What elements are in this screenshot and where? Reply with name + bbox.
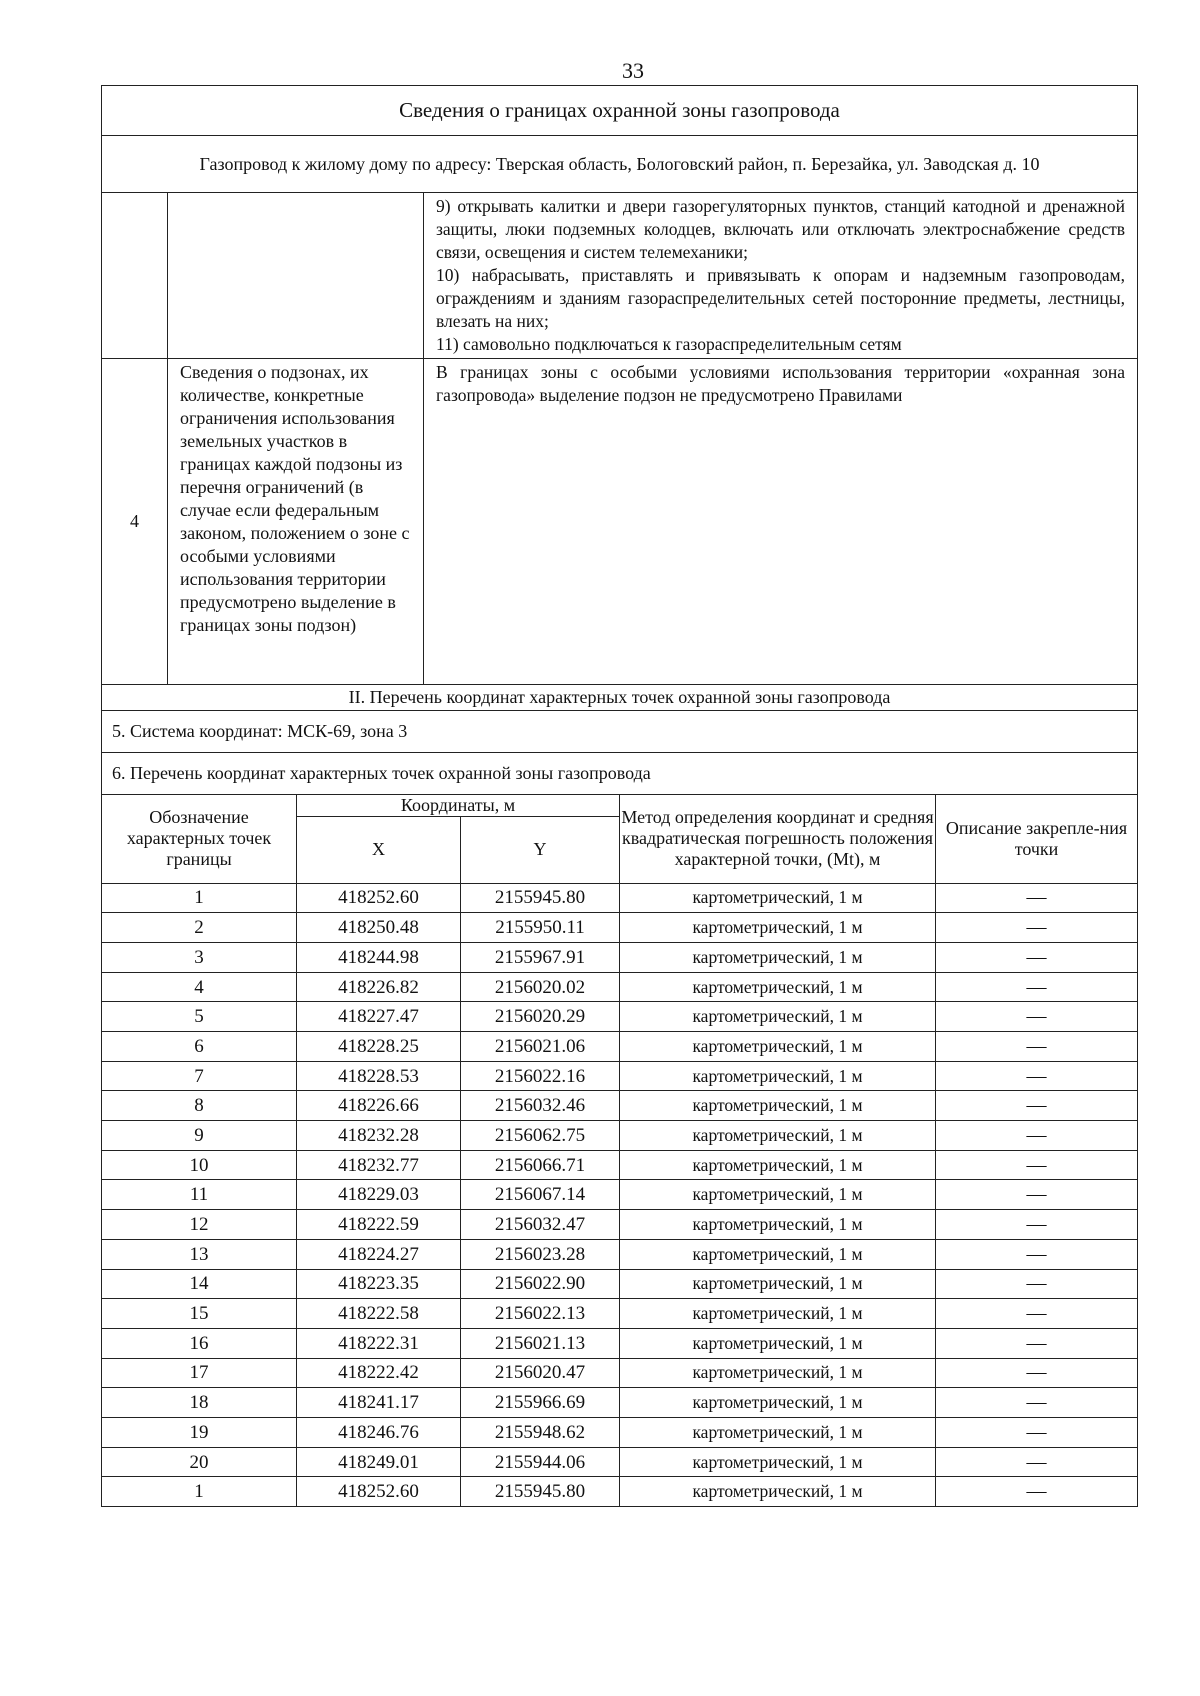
x-coordinate-cell: 418227.47 <box>297 1002 461 1032</box>
point-number-cell: 3 <box>102 942 297 972</box>
x-coordinate-cell: 418246.76 <box>297 1417 461 1447</box>
point-number-cell: 2 <box>102 913 297 943</box>
description-cell: — <box>936 1239 1138 1269</box>
x-coordinate-cell: 418232.77 <box>297 1150 461 1180</box>
table-row <box>102 1299 1138 1329</box>
header-description: Описание закрепле-ния точки <box>936 794 1138 883</box>
x-coordinate-cell: 418249.01 <box>297 1447 461 1477</box>
y-coordinate-cell: 2156066.71 <box>461 1150 620 1180</box>
description-cell: — <box>936 1061 1138 1091</box>
point-number-cell: 17 <box>102 1358 297 1388</box>
table-row <box>102 1239 1138 1269</box>
row-number-empty <box>102 193 168 359</box>
table-row <box>102 1121 1138 1151</box>
subzones-label: Сведения о подзонах, их количестве, конкретные ограничения использования земельных участков в границах каждой подзоны из перечня ограничений (в случае если федеральным законом, положением о зоне с особыми условиями использования территории предусмотрено выделение в границах зоны подзон) <box>168 359 424 685</box>
method-cell: картометрический, 1 м <box>620 1002 936 1032</box>
method-cell: картометрический, 1 м <box>620 1239 936 1269</box>
document <box>101 85 1137 1507</box>
table-row <box>102 1358 1138 1388</box>
table-row <box>102 1150 1138 1180</box>
table-row <box>102 1269 1138 1299</box>
zone-info-table <box>101 85 1138 795</box>
y-coordinate-cell: 2155945.80 <box>461 1477 620 1507</box>
y-coordinate-cell: 2156067.14 <box>461 1180 620 1210</box>
y-coordinate-cell: 2156022.16 <box>461 1061 620 1091</box>
method-cell: картометрический, 1 м <box>620 1150 936 1180</box>
y-coordinate-cell: 2155948.62 <box>461 1417 620 1447</box>
row-label-empty <box>168 193 424 359</box>
x-coordinate-cell: 418252.60 <box>297 1477 461 1507</box>
description-cell: — <box>936 1477 1138 1507</box>
table-row <box>102 913 1138 943</box>
point-number-cell: 4 <box>102 972 297 1002</box>
x-coordinate-cell: 418222.31 <box>297 1328 461 1358</box>
description-cell: — <box>936 1299 1138 1329</box>
y-coordinate-cell: 2156022.90 <box>461 1269 620 1299</box>
x-coordinate-cell: 418252.60 <box>297 883 461 913</box>
header-coordinates: Координаты, м <box>297 794 620 816</box>
y-coordinate-cell: 2156032.47 <box>461 1210 620 1240</box>
table-row <box>102 1180 1138 1210</box>
header-y: Y <box>461 816 620 883</box>
y-coordinate-cell: 2156021.06 <box>461 1032 620 1062</box>
y-coordinate-cell: 2156062.75 <box>461 1121 620 1151</box>
table-row <box>102 1002 1138 1032</box>
restriction-item: 11) самовольно подключаться к газораспределительным сетям <box>436 334 902 354</box>
method-cell: картометрический, 1 м <box>620 1269 936 1299</box>
y-coordinate-cell: 2155967.91 <box>461 942 620 972</box>
y-coordinate-cell: 2156032.46 <box>461 1091 620 1121</box>
x-coordinate-cell: 418226.66 <box>297 1091 461 1121</box>
restrictions-continued <box>424 193 1138 359</box>
method-cell: картометрический, 1 м <box>620 1447 936 1477</box>
method-cell: картометрический, 1 м <box>620 1328 936 1358</box>
description-cell: — <box>936 913 1138 943</box>
description-cell: — <box>936 1121 1138 1151</box>
table-row <box>102 942 1138 972</box>
description-cell: — <box>936 1091 1138 1121</box>
x-coordinate-cell: 418244.98 <box>297 942 461 972</box>
subzones-value: В границах зоны с особыми условиями использования территории «охранная зона газопровода» выделение подзон не предусмотрено Правилами <box>424 359 1138 685</box>
point-number-cell: 20 <box>102 1447 297 1477</box>
point-number-cell: 19 <box>102 1417 297 1447</box>
y-coordinate-cell: 2156023.28 <box>461 1239 620 1269</box>
method-cell: картометрический, 1 м <box>620 1061 936 1091</box>
coordinates-table <box>101 794 1138 1507</box>
description-cell: — <box>936 1417 1138 1447</box>
y-coordinate-cell: 2155966.69 <box>461 1388 620 1418</box>
method-cell: картометрический, 1 м <box>620 1299 936 1329</box>
method-cell: картометрический, 1 м <box>620 972 936 1002</box>
y-coordinate-cell: 2156020.47 <box>461 1358 620 1388</box>
table-row <box>102 1061 1138 1091</box>
y-coordinate-cell: 2156021.13 <box>461 1328 620 1358</box>
x-coordinate-cell: 418222.59 <box>297 1210 461 1240</box>
method-cell: картометрический, 1 м <box>620 1417 936 1447</box>
method-cell: картометрический, 1 м <box>620 1210 936 1240</box>
method-cell: картометрический, 1 м <box>620 1388 936 1418</box>
method-cell: картометрический, 1 м <box>620 942 936 972</box>
point-number-cell: 1 <box>102 883 297 913</box>
point-number-cell: 10 <box>102 1150 297 1180</box>
description-cell: — <box>936 1210 1138 1240</box>
x-coordinate-cell: 418250.48 <box>297 913 461 943</box>
point-number-cell: 16 <box>102 1328 297 1358</box>
point-number-cell: 6 <box>102 1032 297 1062</box>
gas-pipeline-address: Газопровод к жилому дому по адресу: Тверская область, Бологовский район, п. Березайка, ул. Заводская д. 10 <box>102 136 1138 193</box>
x-coordinate-cell: 418224.27 <box>297 1239 461 1269</box>
page-number: 33 <box>622 58 644 83</box>
point-number-cell: 5 <box>102 1002 297 1032</box>
point-number-cell: 18 <box>102 1388 297 1418</box>
point-number-cell: 7 <box>102 1061 297 1091</box>
method-cell: картометрический, 1 м <box>620 1358 936 1388</box>
x-coordinate-cell: 418241.17 <box>297 1388 461 1418</box>
table-row <box>102 1388 1138 1418</box>
method-cell: картометрический, 1 м <box>620 1180 936 1210</box>
description-cell: — <box>936 1032 1138 1062</box>
y-coordinate-cell: 2155944.06 <box>461 1447 620 1477</box>
y-coordinate-cell: 2155945.80 <box>461 883 620 913</box>
description-cell: — <box>936 1269 1138 1299</box>
description-cell: — <box>936 942 1138 972</box>
method-cell: картометрический, 1 м <box>620 883 936 913</box>
y-coordinate-cell: 2156022.13 <box>461 1299 620 1329</box>
x-coordinate-cell: 418222.58 <box>297 1299 461 1329</box>
section-2-title: II. Перечень координат характерных точек охранной зоны газопровода <box>102 685 1138 711</box>
description-cell: — <box>936 1328 1138 1358</box>
table-row <box>102 1210 1138 1240</box>
restriction-item: 9) открывать калитки и двери газорегуляторных пунктов, станций катодной и дренажной защиты, люки подземных колодцев, включать или отключать электроснабжение средств связи, освещения и систем телемеханики; <box>436 196 1126 262</box>
restriction-item: 10) набрасывать, приставлять и привязывать к опорам и надземным газопроводам, ограждениям и зданиям газораспределительных сетей посторонние предметы, лестницы, влезать на них; <box>436 265 1126 331</box>
point-number-cell: 9 <box>102 1121 297 1151</box>
x-coordinate-cell: 418228.25 <box>297 1032 461 1062</box>
table-row <box>102 1032 1138 1062</box>
description-cell: — <box>936 1002 1138 1032</box>
description-cell: — <box>936 1180 1138 1210</box>
y-coordinate-cell: 2156020.29 <box>461 1002 620 1032</box>
document-title: Сведения о границах охранной зоны газопровода <box>102 86 1138 136</box>
table-row <box>102 883 1138 913</box>
method-cell: картометрический, 1 м <box>620 913 936 943</box>
y-coordinate-cell: 2156020.02 <box>461 972 620 1002</box>
table-row <box>102 1447 1138 1477</box>
table-row <box>102 1091 1138 1121</box>
point-number-cell: 13 <box>102 1239 297 1269</box>
x-coordinate-cell: 418222.42 <box>297 1358 461 1388</box>
table-row <box>102 972 1138 1002</box>
table-row <box>102 1328 1138 1358</box>
x-coordinate-cell: 418223.35 <box>297 1269 461 1299</box>
header-point: Обозначение характерных точек границы <box>102 794 297 883</box>
table-row <box>102 1477 1138 1507</box>
coordinates-list-title: 6. Перечень координат характерных точек охранной зоны газопровода <box>102 753 1138 795</box>
table-row <box>102 1417 1138 1447</box>
row-number: 4 <box>102 359 168 685</box>
x-coordinate-cell: 418232.28 <box>297 1121 461 1151</box>
description-cell: — <box>936 972 1138 1002</box>
x-coordinate-cell: 418228.53 <box>297 1061 461 1091</box>
point-number-cell: 15 <box>102 1299 297 1329</box>
point-number-cell: 8 <box>102 1091 297 1121</box>
x-coordinate-cell: 418229.03 <box>297 1180 461 1210</box>
header-method-text: Метод определения координат и средняя квадратическая погрешность положения характерной точки, (Mt), м <box>621 807 934 870</box>
method-cell: картометрический, 1 м <box>620 1032 936 1062</box>
description-cell: — <box>936 1358 1138 1388</box>
y-coordinate-cell: 2155950.11 <box>461 913 620 943</box>
description-cell: — <box>936 1150 1138 1180</box>
header-x: X <box>297 816 461 883</box>
method-cell: картометрический, 1 м <box>620 1121 936 1151</box>
x-coordinate-cell: 418226.82 <box>297 972 461 1002</box>
point-number-cell: 11 <box>102 1180 297 1210</box>
coordinate-system: 5. Система координат: МСК-69, зона 3 <box>102 711 1138 753</box>
description-cell: — <box>936 1447 1138 1477</box>
point-number-cell: 12 <box>102 1210 297 1240</box>
header-method <box>620 794 936 883</box>
point-number-cell: 14 <box>102 1269 297 1299</box>
method-cell: картометрический, 1 м <box>620 1477 936 1507</box>
description-cell: — <box>936 1388 1138 1418</box>
description-cell: — <box>936 883 1138 913</box>
point-number-cell: 1 <box>102 1477 297 1507</box>
method-cell: картометрический, 1 м <box>620 1091 936 1121</box>
